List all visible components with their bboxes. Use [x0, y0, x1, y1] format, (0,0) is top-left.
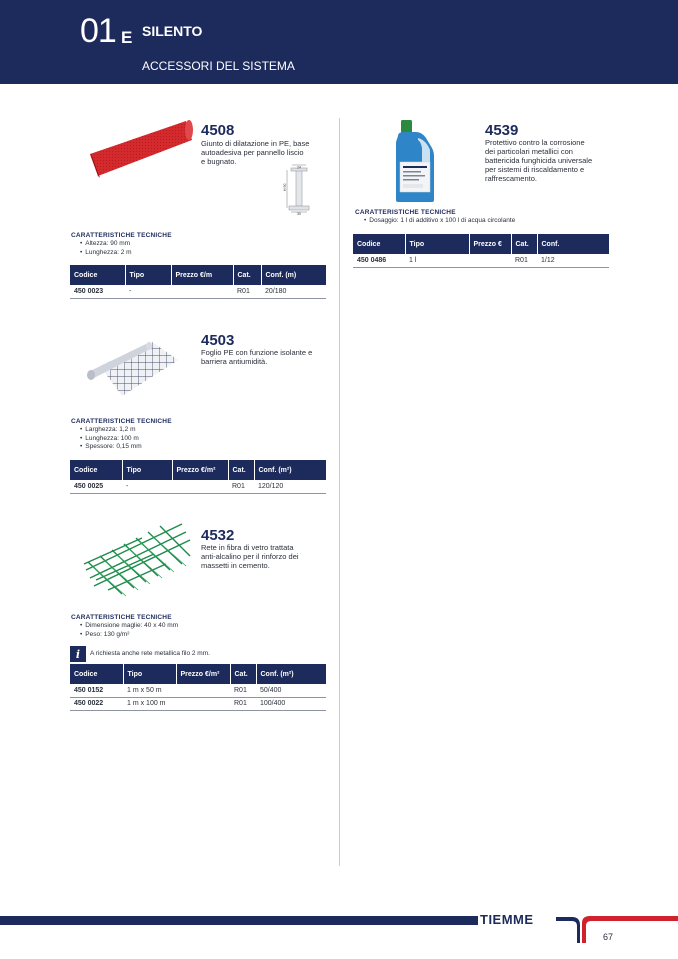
price-table-4508: Codice Tipo Prezzo €/m Cat. Conf. (m) 450 0023 - R01 20/180 — [70, 265, 326, 299]
specs-list-4532 — [80, 622, 178, 639]
product-code-4508: 4508 — [201, 122, 235, 139]
fiberglass-mesh-image — [82, 520, 192, 598]
table-row: 450 0025 - R01 120/120 — [70, 480, 326, 493]
product-description-4503: Foglio PE con funzione isolante e barriera antiumidità. — [201, 348, 313, 366]
section-title: SILENTO — [142, 23, 203, 39]
spec-item: • Lunghezza: 2 m — [80, 249, 132, 258]
product-code-4539: 4539 — [485, 122, 519, 139]
spec-item: • Larghezza: 1,2 m — [80, 426, 142, 435]
table-row: 450 0023 - R01 20/180 — [70, 285, 326, 298]
expansion-joint-roll-image — [88, 118, 194, 180]
spec-item: • Lunghezza: 100 m — [80, 435, 142, 444]
corrosion-protector-bottle-image — [392, 118, 436, 204]
footer-bar — [0, 916, 478, 925]
dim-height: H 90 — [283, 183, 287, 191]
specs-list-4503 — [80, 426, 142, 452]
brand-swoosh-graphic — [556, 913, 678, 947]
spec-item: • Dosaggio: 1 l di additivo x 100 l di acqua circolante — [364, 217, 515, 226]
specs-title-4508: CARATTERISTICHE TECNICHE — [71, 232, 172, 239]
chapter-letter: E — [121, 28, 133, 47]
chapter-number: 01 — [80, 12, 116, 50]
product-description-4539: Protettivo contro la corrosione dei particolari metallici con battericida funghicida universale per sistemi di riscaldamento e raffrescamento. — [485, 138, 593, 183]
note-text-4532: A richiesta anche rete metallica filo 2 mm. — [90, 650, 210, 657]
specs-title-4539: CARATTERISTICHE TECNICHE — [355, 209, 456, 216]
specs-title-4532: CARATTERISTICHE TECNICHE — [71, 614, 172, 621]
spec-item: • Spessore: 0,15 mm — [80, 443, 142, 452]
spec-item: • Peso: 130 g/m² — [80, 631, 178, 640]
spec-item: • Dimensione maglie: 40 x 40 mm — [80, 622, 178, 631]
footer-brand-logo: TIEMME — [480, 912, 534, 927]
product-code-4532: 4532 — [201, 527, 235, 544]
page-header — [0, 0, 678, 84]
product-description-4532: Rete in fibra di vetro trattata anti-alcalino per il rinforzo dei massetti in cemento. — [201, 543, 299, 570]
specs-title-4503: CARATTERISTICHE TECNICHE — [71, 418, 172, 425]
price-table-4503: Codice Tipo Prezzo €/m² Cat. Conf. (m²) 450 0025 - R01 120/120 — [70, 460, 326, 494]
joint-profile-diagram — [284, 164, 314, 216]
page-number: 67 — [603, 932, 614, 942]
price-table-4539: Codice Tipo Prezzo € Cat. Conf. 450 0486 1 l R01 1/12 — [353, 234, 609, 268]
table-row: 450 0486 1 l R01 1/12 — [353, 254, 609, 267]
section-subtitle: ACCESSORI DEL SISTEMA — [142, 59, 295, 73]
table-row: 450 0022 1 m x 100 m R01 100/400 — [70, 697, 326, 710]
dim-bottom: 30 — [297, 212, 301, 216]
price-table-4532: Codice Tipo Prezzo €/m² Cat. Conf. (m²) 450 0152 1 m x 50 m R01 50/400 450 0022 1 m x 100 m R01 100/400 — [70, 664, 326, 711]
pe-sheet-roll-image — [82, 334, 182, 404]
specs-list-4539 — [364, 217, 515, 226]
specs-list-4508 — [80, 240, 132, 257]
dim-top: 24 — [297, 165, 301, 170]
product-description-4508: Giunto di dilatazione in PE, base autoadesiva per pannello liscio e bugnato. — [201, 139, 310, 166]
column-divider — [339, 118, 340, 866]
info-icon: i — [70, 646, 86, 662]
spec-item: • Altezza: 90 mm — [80, 240, 132, 249]
table-row: 450 0152 1 m x 50 m R01 50/400 — [70, 684, 326, 697]
product-code-4503: 4503 — [201, 332, 235, 349]
